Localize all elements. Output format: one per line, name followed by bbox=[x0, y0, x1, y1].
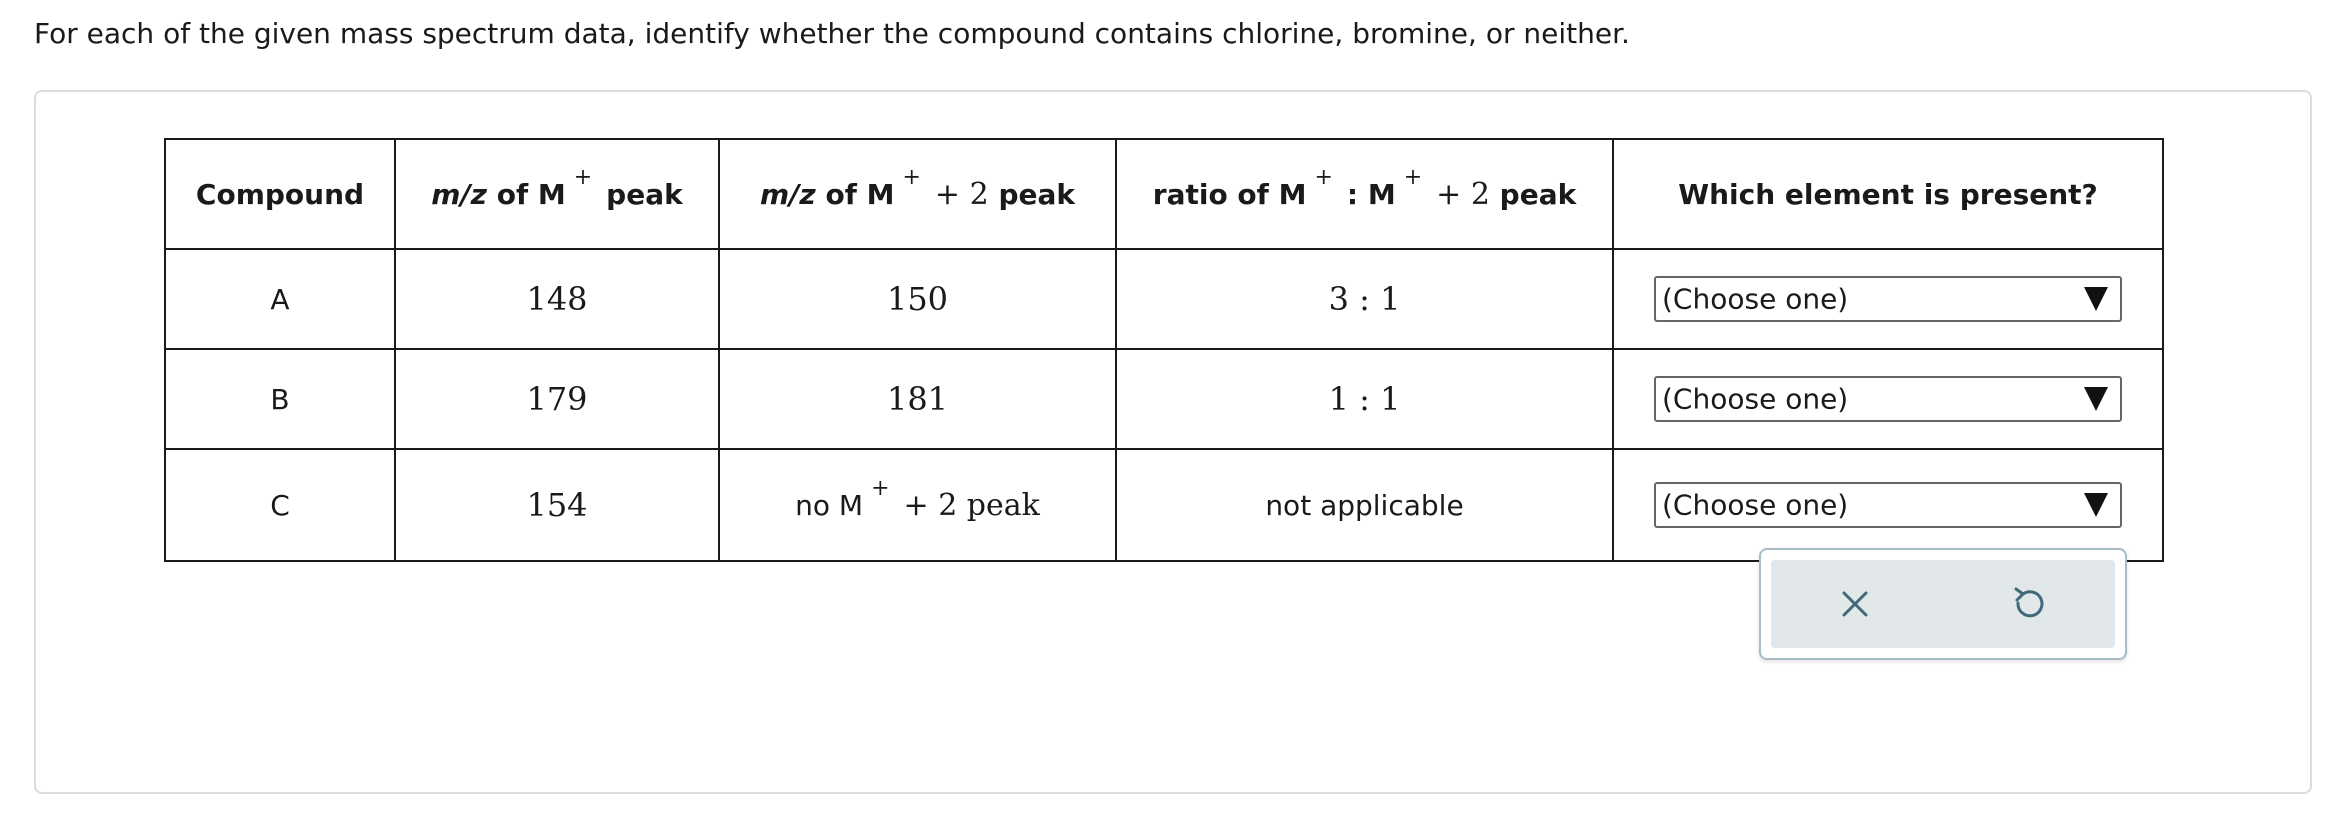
select-value: (Choose one) bbox=[1662, 382, 1849, 416]
element-select-b[interactable] bbox=[1654, 376, 2122, 422]
toolbar-inner bbox=[1771, 560, 2115, 648]
element-cell bbox=[1613, 349, 2163, 449]
header-row bbox=[165, 139, 2163, 249]
answer-toolbar bbox=[1759, 548, 2127, 660]
header-ratio: ratio of M+: M+ + 2 peak bbox=[1116, 139, 1613, 249]
compound-cell: B bbox=[165, 349, 395, 449]
element-select-c[interactable] bbox=[1654, 482, 2122, 528]
close-icon bbox=[1839, 588, 1871, 620]
question-prompt: For each of the given mass spectrum data, identify whether the compound contains chlorine, bromine, or neither. bbox=[34, 17, 1630, 50]
table-row bbox=[165, 249, 2163, 349]
compound-cell: A bbox=[165, 249, 395, 349]
compound-cell: C bbox=[165, 449, 395, 561]
ratio-cell: not applicable bbox=[1116, 449, 1613, 561]
clear-button[interactable] bbox=[1827, 576, 1883, 632]
mz-m-cell: 148 bbox=[395, 249, 719, 349]
mz-m-cell: 179 bbox=[395, 349, 719, 449]
undo-button[interactable] bbox=[2001, 576, 2057, 632]
select-value: (Choose one) bbox=[1662, 488, 1849, 522]
table-row bbox=[165, 349, 2163, 449]
element-cell bbox=[1613, 249, 2163, 349]
dropdown-caret-icon bbox=[2084, 387, 2108, 411]
header-compound: Compound bbox=[165, 139, 395, 249]
select-value: (Choose one) bbox=[1662, 282, 1849, 316]
undo-icon bbox=[2011, 586, 2047, 622]
mz-m-cell: 154 bbox=[395, 449, 719, 561]
header-mz-m-peak: m/z of M+peak bbox=[395, 139, 719, 249]
element-select-a[interactable] bbox=[1654, 276, 2122, 322]
mz-m2-cell: no M+ + 2 peak bbox=[719, 449, 1116, 561]
ratio-cell: 1 : 1 bbox=[1116, 349, 1613, 449]
dropdown-caret-icon bbox=[2084, 287, 2108, 311]
mz-m2-cell: 181 bbox=[719, 349, 1116, 449]
mz-m2-cell: 150 bbox=[719, 249, 1116, 349]
mass-spectrum-table bbox=[164, 138, 2164, 562]
header-mz-m2-peak: m/z of M+ + 2 peak bbox=[719, 139, 1116, 249]
header-which-element: Which element is present? bbox=[1613, 139, 2163, 249]
table-row bbox=[165, 449, 2163, 561]
element-cell bbox=[1613, 449, 2163, 561]
dropdown-caret-icon bbox=[2084, 493, 2108, 517]
answer-panel bbox=[34, 90, 2312, 794]
ratio-cell: 3 : 1 bbox=[1116, 249, 1613, 349]
